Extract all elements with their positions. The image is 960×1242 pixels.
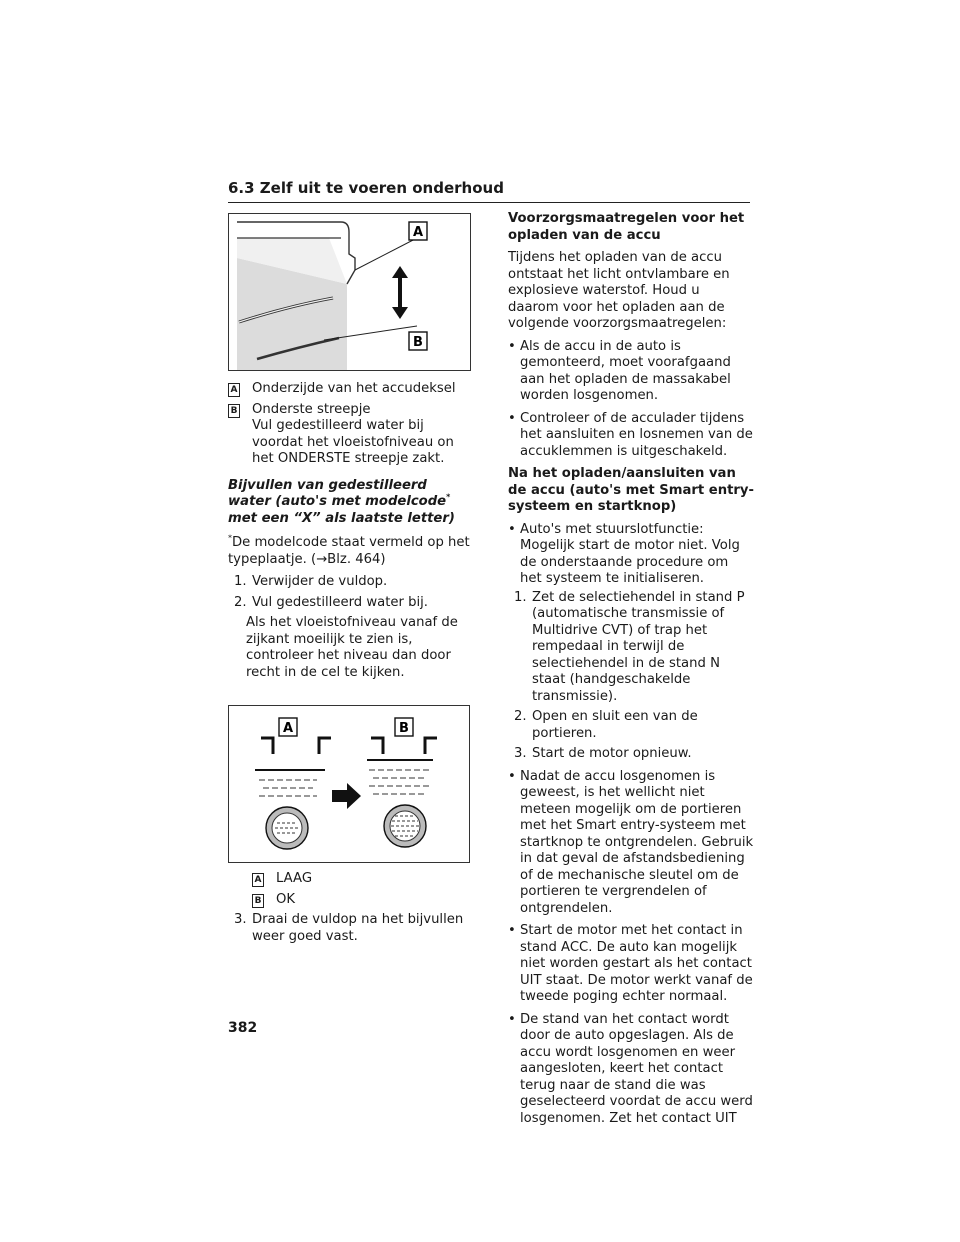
fluid-level-figure [228,705,470,863]
figure2-label-b: B [399,721,409,736]
figure2-label-a: A [282,721,294,736]
refill-heading: Bijvullen van gedestilleerd water (auto's met modelcode* met een “X” als laatste letter) [228,477,455,526]
legend-text: Onderzijde van het accudeksel [252,381,456,396]
legend-text: OK [276,891,296,907]
legend-badge: B [252,894,264,908]
bullet-item: • Start de motor met het contact in stand ACC. De auto kan mogelijk niet worden gestart als het contact UIT staat. De motor werkt vanaf de tweede poging echter normaal. [508,923,754,1006]
legend-text: LAAG [276,871,313,886]
step-detail: Als het vloeistofniveau vanaf de zijkant moeilijk te zien is, controleer het niveau dan door recht in de cel te kijken. [246,615,458,680]
legend-item [252,871,472,888]
after-charging-heading: Na het opladen/aansluiten van de accu (auto's met Smart entry-systeem en startknop) [508,466,754,514]
legend-badge: A [228,383,240,397]
legend-item [252,892,472,909]
legend-text: Onderste streepje [252,401,371,417]
page-number: 382 [228,1020,258,1036]
step-item: 1. Verwijder de vuldop. [234,574,388,589]
substep-item: 2. Open en sluit een van de portieren. [514,709,698,741]
legend-item [228,402,472,468]
bullet-item: • De stand van het contact wordt door de auto opgeslagen. Als de accu wordt losgenomen en weer aangesloten, keert het contact terug naar de stand die was geselecteerd voordat de accu werd losgenomen. Zet het contact UIT [508,1012,754,1128]
step-item: 3. Draai de vuldop na het bijvullen weer goed vast. [234,912,464,944]
legend-badge: A [252,873,264,887]
legend-item [228,381,472,398]
right-column [508,211,754,1133]
charging-precautions-heading: Voorzorgsmaatregelen voor het opladen van de accu [508,211,745,243]
substep-item: 1. Zet de selectiehendel in stand P (automatische transmissie of Multidrive CVT) of trap het rempedaal in terwijl de selectiehendel in de stand N staat (handgeschakelde transmissie). [514,589,745,704]
fluid-level-illustration [229,706,469,862]
step-item: 2. Vul gedestilleerd water bij. [234,594,428,610]
battery-side-illustration [229,214,470,370]
bullet-item: • Als de accu in de auto is gemonteerd, moet voorafgaand aan het opladen de massakabel worden losgenomen. [508,339,754,405]
bullet-item: • Auto's met stuurslotfunctie: Mogelijk start de motor niet. Volg de onderstaande procedure om het systeem te initialiseren. [508,522,754,588]
bullet-item: • Controleer of de acculader tijdens het aansluiten en losnemen van de accuklemmen is uitgeschakeld. [508,411,754,461]
arrow-right-icon [332,783,361,809]
figure1-label-a: A [412,225,424,240]
battery-level-figure [228,213,471,371]
charging-paragraph: Tijdens het opladen van de accu ontstaat het licht ontvlambare en explosieve waterstof. Houd u daarom voor het opladen aan de volgende voorzorgsmaatregelen: [508,250,730,331]
legend-note: Vul gedestilleerd water bij voordat het vloeistofniveau on het ONDERSTE streepje zakt. [252,418,454,466]
legend-badge: B [228,404,240,418]
footnote: *De modelcode staat vermeld op het typeplaatje. (→Blz. 464) [228,533,470,567]
left-column [228,213,472,949]
bullet-item: • Nadat de accu losgenomen is geweest, is het wellicht niet meteen mogelijk om de portieren met het Smart entry-systeem met startknop te ontgrendelen. Gebruik in dat geval de afstandsbediening of de mechanische sleutel om de portieren te vergrendelen of ontgrendelen. [508,769,754,918]
figure1-label-b: B [413,335,423,350]
section-title: 6.3 Zelf uit te voeren onderhoud [228,178,750,203]
substep-item: 3. Start de motor opnieuw. [514,746,692,761]
